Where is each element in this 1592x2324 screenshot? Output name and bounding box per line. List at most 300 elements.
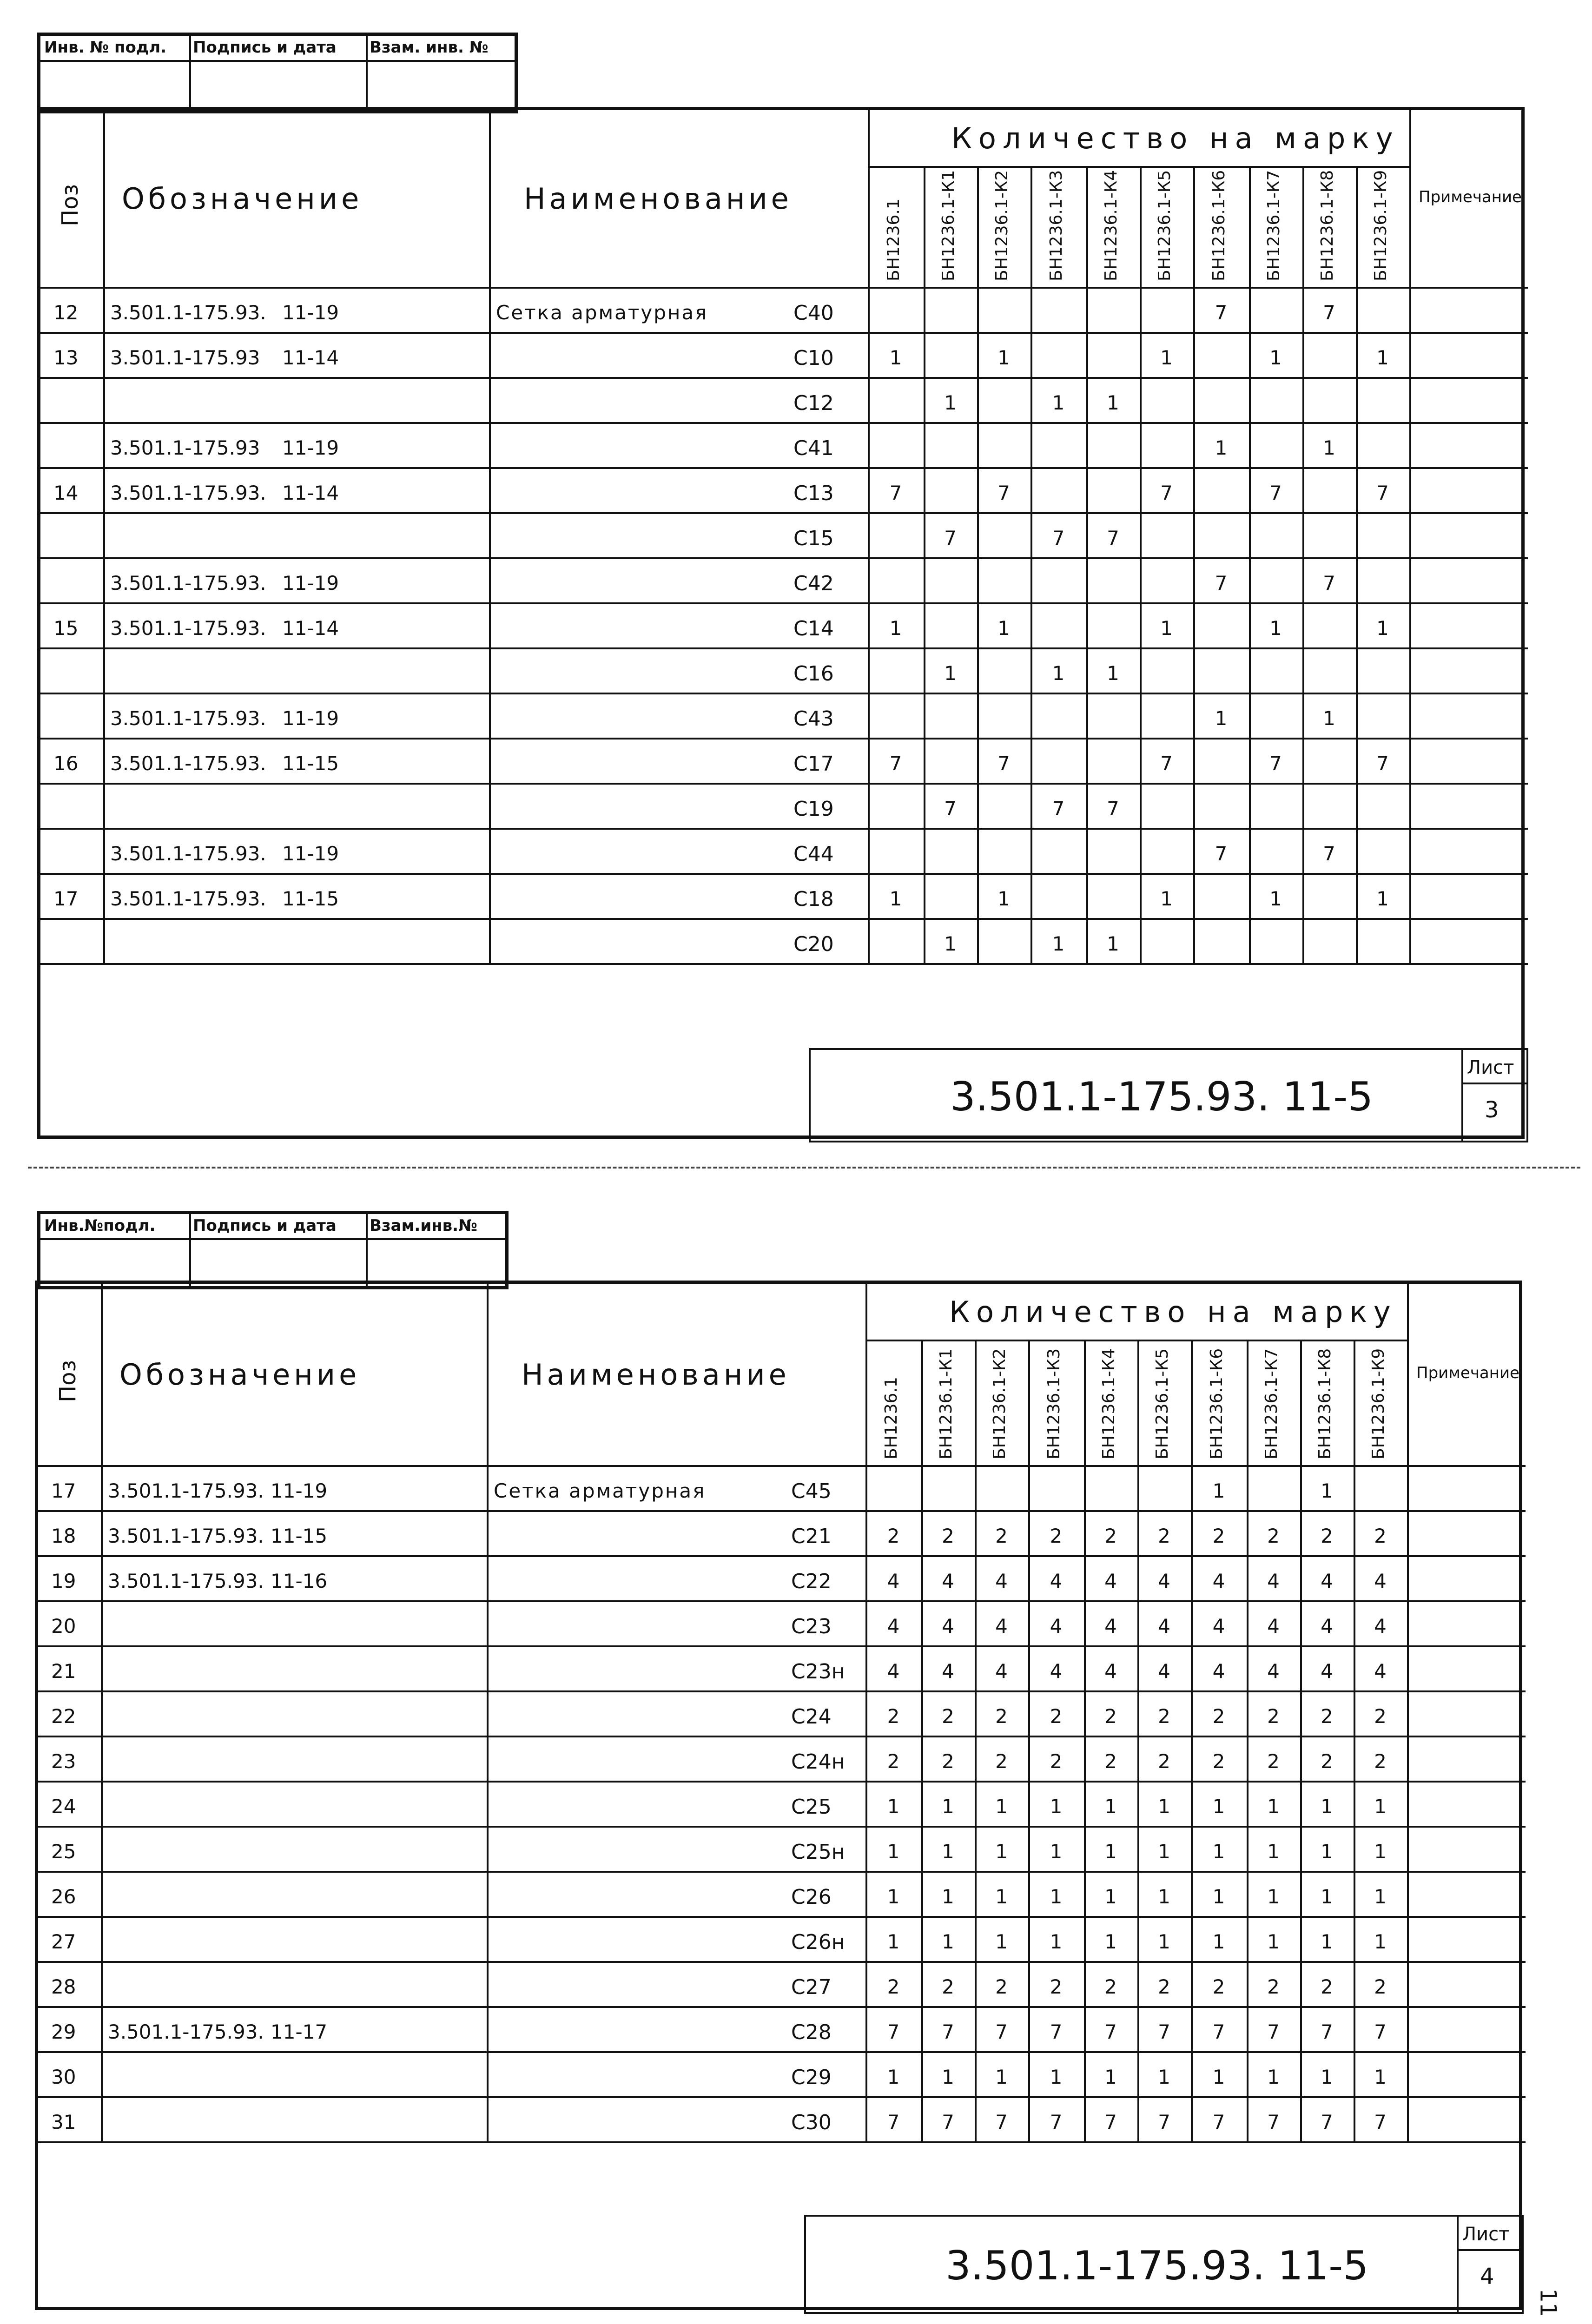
row-pos: 31 [51, 2111, 76, 2133]
qty-cell: 2 [1158, 1705, 1170, 1728]
row-line [40, 873, 1528, 875]
qty-cell: 1 [1321, 1840, 1333, 1863]
column-divider [1300, 1340, 1302, 2141]
qty-cell: 4 [1267, 1660, 1280, 1683]
qty-cell: 2 [1267, 1975, 1280, 1998]
qty-cell: 1 [1321, 2066, 1333, 2088]
qty-cell: 1 [1160, 617, 1173, 640]
qty-cell: 4 [887, 1570, 900, 1592]
column-divider [103, 110, 105, 963]
row-designation: 3.501.1-175.93. [108, 1525, 264, 1547]
column-divider [1140, 166, 1142, 963]
qty-cell: 4 [1374, 1615, 1387, 1637]
title-block [809, 1048, 1528, 1142]
qty-cell: 1 [1104, 2066, 1117, 2088]
row-designation: 3.501.1-175.93. [110, 707, 266, 730]
qty-cell: 1 [997, 617, 1010, 640]
row-line [38, 1510, 1526, 1512]
spec-table [37, 107, 1525, 1139]
column-divider [1302, 166, 1304, 963]
row-pos: 21 [51, 1660, 76, 1683]
qty-cell: 1 [1104, 1930, 1117, 1953]
column-divider [1193, 166, 1195, 963]
row-mark: С41 [793, 436, 834, 460]
qty-cell: 1 [1212, 1795, 1225, 1818]
col-pos-header: Поз [55, 1360, 81, 1402]
row-line [38, 1871, 1526, 1873]
qty-cell: 2 [1050, 1750, 1063, 1773]
row-designation: 3.501.1-175.93. [110, 301, 266, 324]
qty-title-line [868, 166, 1409, 168]
qty-cell: 7 [1323, 572, 1335, 594]
qty-cell: 4 [1050, 1570, 1063, 1592]
qty-cell: 4 [995, 1615, 1008, 1637]
mark-header: БН1236.1-К2 [992, 170, 1011, 281]
qty-cell: 7 [997, 482, 1010, 504]
sheet-separator [28, 1167, 1580, 1169]
qty-cell: 1 [1376, 887, 1389, 910]
row-line [38, 2141, 1526, 2143]
row-mark: С23н [791, 1660, 845, 1684]
row-line [40, 602, 1528, 604]
qty-cell: 4 [1321, 1570, 1333, 1592]
col-name-header: Наименование [522, 1358, 790, 1392]
mark-header: БН1236.1-К4 [1099, 1348, 1118, 1459]
qty-cell: 2 [1321, 1750, 1333, 1773]
header-sign: Подпись и дата [193, 1216, 337, 1235]
qty-cell: 2 [942, 1525, 954, 1547]
qty-cell: 1 [995, 1840, 1008, 1863]
row-mark: С23 [791, 1615, 832, 1638]
qty-cell: 1 [1104, 1795, 1117, 1818]
qty-cell: 2 [1050, 1975, 1063, 1998]
row-line [40, 918, 1528, 920]
row-part: 11-19 [282, 707, 339, 730]
qty-cell: 4 [1212, 1660, 1225, 1683]
qty-cell: 1 [1107, 391, 1119, 414]
row-mark: С19 [793, 797, 834, 821]
doc-code: 3.501.1-175.93. 11-5 [945, 2242, 1369, 2289]
qty-cell: 1 [889, 617, 902, 640]
row-pos: 20 [51, 1615, 76, 1637]
row-mark: С42 [793, 572, 834, 595]
row-mark: С28 [791, 2020, 832, 2044]
qty-cell: 4 [1212, 1615, 1225, 1637]
row-pos: 25 [51, 1840, 76, 1863]
qty-cell: 1 [1107, 662, 1119, 685]
row-part: 11-19 [282, 301, 339, 324]
qty-cell: 1 [942, 1840, 954, 1863]
qty-cell: 7 [889, 752, 902, 775]
qty-cell: 1 [1321, 1479, 1333, 1502]
row-mark: С45 [791, 1479, 832, 1503]
mark-header: БН1236.1-К6 [1209, 170, 1229, 281]
qty-cell: 2 [1321, 1525, 1333, 1547]
qty-cell: 1 [1269, 617, 1282, 640]
qty-cell: 7 [1215, 842, 1228, 865]
qty-cell: 1 [1376, 346, 1389, 369]
header-inv: Инв.№подл. [44, 1216, 156, 1235]
qty-cell: 1 [887, 1930, 900, 1953]
row-part: 11-14 [282, 617, 339, 640]
row-mark: С15 [793, 527, 834, 550]
qty-cell: 1 [1269, 887, 1282, 910]
qty-cell: 2 [1321, 1705, 1333, 1728]
qty-cell: 4 [1158, 1615, 1170, 1637]
qty-cell: 4 [1050, 1615, 1063, 1637]
qty-cell: 1 [889, 346, 902, 369]
qty-cell: 1 [1374, 1795, 1387, 1818]
qty-cell: 7 [1215, 572, 1228, 594]
qty-cell: 2 [1104, 1750, 1117, 1773]
row-pos: 28 [51, 1975, 76, 1998]
row-line [40, 647, 1528, 649]
qty-cell: 1 [1267, 1840, 1280, 1863]
row-line [40, 783, 1528, 785]
qty-cell: 1 [995, 1885, 1008, 1908]
qty-cell: 2 [1212, 1705, 1225, 1728]
qty-cell: 1 [1321, 1885, 1333, 1908]
qty-cell: 2 [942, 1975, 954, 1998]
qty-cell: 7 [995, 2111, 1008, 2133]
qty-cell: 1 [1160, 887, 1173, 910]
qty-cell: 2 [1212, 1975, 1225, 1998]
mark-header: БН1236.1-К5 [1152, 1348, 1172, 1459]
qty-cell: 1 [997, 346, 1010, 369]
row-pos: 17 [53, 887, 79, 910]
row-designation: 3.501.1-175.93. [110, 482, 266, 504]
qty-cell: 7 [1376, 752, 1389, 775]
column-divider [487, 1284, 489, 2141]
mark-header: БН1236.1-К9 [1368, 1348, 1388, 1459]
column-divider [1086, 166, 1088, 963]
mark-header: БН1236.1 [884, 198, 903, 281]
qty-cell: 1 [1267, 2066, 1280, 2088]
qty-cell: 2 [887, 1975, 900, 1998]
row-designation: 3.501.1-175.93 [110, 436, 260, 459]
qty-cell: 4 [1104, 1570, 1117, 1592]
row-designation: 3.501.1-175.93 [110, 346, 260, 369]
qty-cell: 4 [942, 1570, 954, 1592]
qty-cell: 1 [1104, 1840, 1117, 1863]
row-pos: 23 [51, 1750, 76, 1773]
qty-cell: 2 [1104, 1705, 1117, 1728]
row-mark: С10 [793, 346, 834, 370]
col-qty-header: Количество на марку [951, 121, 1400, 155]
row-mark: С43 [793, 707, 834, 731]
qty-cell: 7 [889, 482, 902, 504]
qty-cell: 2 [1158, 1750, 1170, 1773]
qty-cell: 1 [1050, 2066, 1063, 2088]
row-mark: С16 [793, 662, 834, 686]
qty-cell: 7 [1158, 2111, 1170, 2133]
qty-cell: 1 [1158, 2066, 1170, 2088]
qty-cell: 1 [995, 1930, 1008, 1953]
col-pos-header: Поз [57, 184, 83, 226]
row-line [38, 1826, 1526, 1828]
mark-header: БН1236.1-К7 [1262, 1348, 1281, 1459]
qty-cell: 7 [997, 752, 1010, 775]
qty-cell: 1 [942, 2066, 954, 2088]
qty-cell: 1 [1215, 436, 1228, 459]
row-pos: 29 [51, 2020, 76, 2043]
sheet-label: Лист [1467, 1057, 1514, 1078]
qty-cell: 2 [1158, 1975, 1170, 1998]
row-pos: 13 [53, 346, 79, 369]
qty-cell: 4 [1050, 1660, 1063, 1683]
qty-cell: 2 [1374, 1705, 1387, 1728]
qty-cell: 7 [1158, 2020, 1170, 2043]
qty-cell: 1 [1052, 391, 1065, 414]
qty-cell: 2 [1050, 1525, 1063, 1547]
qty-cell: 1 [1212, 1930, 1225, 1953]
qty-cell: 4 [995, 1570, 1008, 1592]
column-divider [1031, 166, 1032, 963]
row-mark: С26н [791, 1930, 845, 1954]
qty-cell: 1 [942, 1885, 954, 1908]
header-inv: Инв. № подл. [44, 38, 167, 57]
qty-cell: 7 [1267, 2020, 1280, 2043]
row-mark: С18 [793, 887, 834, 911]
qty-cell: 2 [887, 1750, 900, 1773]
qty-cell: 2 [995, 1525, 1008, 1547]
header-vzam: Взам. инв. № [370, 38, 489, 57]
row-mark: С14 [793, 617, 834, 640]
row-mark: С17 [793, 752, 834, 776]
mark-header: БН1236.1-К1 [938, 170, 958, 281]
qty-title-line [865, 1340, 1407, 1341]
qty-cell: 1 [1050, 1930, 1063, 1953]
qty-cell: 4 [1267, 1615, 1280, 1637]
qty-cell: 1 [1269, 346, 1282, 369]
row-mark: С12 [793, 391, 834, 415]
qty-cell: 7 [1107, 797, 1119, 820]
mark-header: БН1236.1-К9 [1371, 170, 1390, 281]
qty-cell: 1 [887, 1840, 900, 1863]
row-line [38, 1781, 1526, 1783]
row-line [38, 2006, 1526, 2008]
qty-cell: 1 [942, 1795, 954, 1818]
column-divider [924, 166, 925, 963]
qty-cell: 7 [1376, 482, 1389, 504]
qty-cell: 7 [1321, 2111, 1333, 2133]
row-pos: 19 [51, 1570, 76, 1592]
row-mark: С25н [791, 1840, 845, 1864]
qty-cell: 7 [1374, 2111, 1387, 2133]
row-part: 11-19 [282, 842, 339, 865]
header-bottom-line [40, 287, 1528, 289]
qty-cell: 2 [995, 1750, 1008, 1773]
qty-cell: 7 [1107, 527, 1119, 549]
qty-cell: 1 [942, 1930, 954, 1953]
row-mark: С24 [791, 1705, 832, 1729]
qty-cell: 4 [1104, 1615, 1117, 1637]
row-part: 11-19 [282, 572, 339, 594]
qty-cell: 7 [1104, 2111, 1117, 2133]
qty-cell: 1 [889, 887, 902, 910]
mark-header: БН1236.1-К3 [1047, 170, 1066, 281]
qty-cell: 1 [887, 1795, 900, 1818]
qty-cell: 2 [942, 1750, 954, 1773]
qty-cell: 2 [995, 1975, 1008, 1998]
qty-cell: 7 [1212, 2020, 1225, 2043]
mark-header: БН1236.1-К5 [1155, 170, 1174, 281]
qty-cell: 4 [1321, 1660, 1333, 1683]
qty-cell: 1 [1158, 1795, 1170, 1818]
row-designation: 3.501.1-175.93. [110, 617, 266, 640]
column-divider [1249, 166, 1251, 963]
qty-cell: 7 [887, 2111, 900, 2133]
stamp-divider [1461, 1050, 1463, 1141]
qty-cell: 2 [1267, 1525, 1280, 1547]
row-designation: 3.501.1-175.93. [110, 887, 266, 910]
col-qty-header: Количество на марку [949, 1295, 1397, 1329]
qty-cell: 7 [1050, 2020, 1063, 2043]
qty-cell: 4 [1374, 1660, 1387, 1683]
row-mark: С26 [791, 1885, 832, 1909]
row-line [38, 1645, 1526, 1647]
qty-cell: 4 [1158, 1570, 1170, 1592]
qty-cell: 1 [887, 2066, 900, 2088]
stamp-hline [1457, 2249, 1522, 2251]
column-divider [1028, 1340, 1030, 2141]
qty-cell: 4 [995, 1660, 1008, 1683]
qty-cell: 2 [1321, 1975, 1333, 1998]
row-pos: 30 [51, 2066, 76, 2088]
header-divider [189, 1214, 191, 1286]
mark-header: БН1236.1-К8 [1317, 170, 1337, 281]
row-mark: С29 [791, 2066, 832, 2089]
qty-cell: 7 [1160, 752, 1173, 775]
row-line [40, 557, 1528, 559]
column-divider [1354, 1340, 1355, 2141]
row-mark: С44 [793, 842, 834, 866]
qty-cell: 1 [1267, 1885, 1280, 1908]
qty-cell: 7 [1212, 2111, 1225, 2133]
qty-cell: 1 [1050, 1840, 1063, 1863]
qty-cell: 1 [1212, 1479, 1225, 1502]
qty-cell: 1 [1267, 1795, 1280, 1818]
mark-header: БН1236.1-К4 [1101, 170, 1121, 281]
qty-cell: 1 [1158, 1930, 1170, 1953]
qty-cell: 2 [1158, 1525, 1170, 1547]
mark-header: БН1236.1-К7 [1264, 170, 1283, 281]
row-designation: 3.501.1-175.93. [110, 842, 266, 865]
row-mark: С24н [791, 1750, 845, 1774]
row-line [38, 1961, 1526, 1963]
spec-table [35, 1281, 1522, 2310]
qty-cell: 1 [1158, 1840, 1170, 1863]
mark-header: БН1236.1-К3 [1044, 1348, 1064, 1459]
qty-cell: 4 [942, 1660, 954, 1683]
row-line [40, 422, 1528, 424]
col-designation-header: Обозначение [119, 1358, 361, 1392]
qty-cell: 2 [1104, 1975, 1117, 1998]
qty-cell: 1 [1052, 932, 1065, 955]
approval-header-box [37, 1211, 509, 1289]
row-mark: С13 [793, 482, 834, 505]
qty-cell: 2 [942, 1705, 954, 1728]
row-pos: 27 [51, 1930, 76, 1953]
row-line [38, 2096, 1526, 2098]
row-name: Сетка арматурная [496, 301, 708, 324]
qty-cell: 2 [887, 1525, 900, 1547]
mark-header: БН1236.1 [882, 1377, 901, 1459]
qty-cell: 1 [1160, 346, 1173, 369]
qty-cell: 4 [1374, 1570, 1387, 1592]
row-part: 11-14 [282, 482, 339, 504]
qty-cell: 7 [1050, 2111, 1063, 2133]
qty-cell: 7 [944, 527, 957, 549]
qty-cell: 1 [1374, 1840, 1387, 1863]
column-divider [489, 110, 491, 963]
row-pos: 24 [51, 1795, 76, 1818]
approval-header-box [37, 33, 518, 113]
qty-cell: 1 [995, 2066, 1008, 2088]
qty-cell: 1 [1374, 2066, 1387, 2088]
margin-page-number: 11 [1535, 2288, 1561, 2317]
qty-cell: 2 [1374, 1750, 1387, 1773]
qty-cell: 1 [1158, 1885, 1170, 1908]
row-part: 11-15 [282, 752, 339, 775]
header-line [40, 60, 515, 62]
column-divider [1407, 1284, 1409, 2141]
qty-cell: 1 [997, 887, 1010, 910]
row-line [40, 512, 1528, 514]
row-pos: 15 [53, 617, 79, 640]
qty-cell: 2 [1267, 1750, 1280, 1773]
qty-cell: 1 [1267, 1930, 1280, 1953]
qty-cell: 2 [995, 1705, 1008, 1728]
column-divider [921, 1340, 923, 2141]
qty-cell: 7 [1267, 2111, 1280, 2133]
column-divider [975, 1340, 977, 2141]
column-divider [1084, 1340, 1086, 2141]
row-line [40, 828, 1528, 830]
column-divider [1137, 1340, 1139, 2141]
row-line [40, 332, 1528, 334]
sheet-label: Лист [1462, 2224, 1510, 2245]
mark-header: БН1236.1-К1 [936, 1348, 956, 1459]
column-divider [1409, 110, 1411, 963]
qty-cell: 1 [1052, 662, 1065, 685]
row-part: 11-19 [282, 436, 339, 459]
column-divider [1247, 1340, 1248, 2141]
row-pos: 26 [51, 1885, 76, 1908]
row-mark: С22 [791, 1570, 832, 1593]
column-divider [1191, 1340, 1193, 2141]
qty-cell: 4 [1321, 1615, 1333, 1637]
qty-cell: 1 [1212, 1840, 1225, 1863]
qty-cell: 2 [887, 1705, 900, 1728]
qty-cell: 7 [944, 797, 957, 820]
col-designation-header: Обозначение [122, 182, 363, 216]
header-divider [366, 1214, 368, 1286]
row-line [38, 1690, 1526, 1692]
row-line [40, 738, 1528, 739]
column-divider [868, 110, 870, 963]
stamp-divider [1457, 2217, 1459, 2312]
row-line [38, 1736, 1526, 1737]
qty-cell: 2 [1212, 1525, 1225, 1547]
row-pos: 17 [51, 1479, 76, 1502]
qty-cell: 1 [944, 932, 957, 955]
qty-cell: 1 [1215, 707, 1228, 730]
stamp-hline [1461, 1083, 1526, 1084]
row-designation: 3.501.1-175.93. [108, 1479, 264, 1502]
title-block [804, 2215, 1524, 2314]
row-line [40, 693, 1528, 694]
